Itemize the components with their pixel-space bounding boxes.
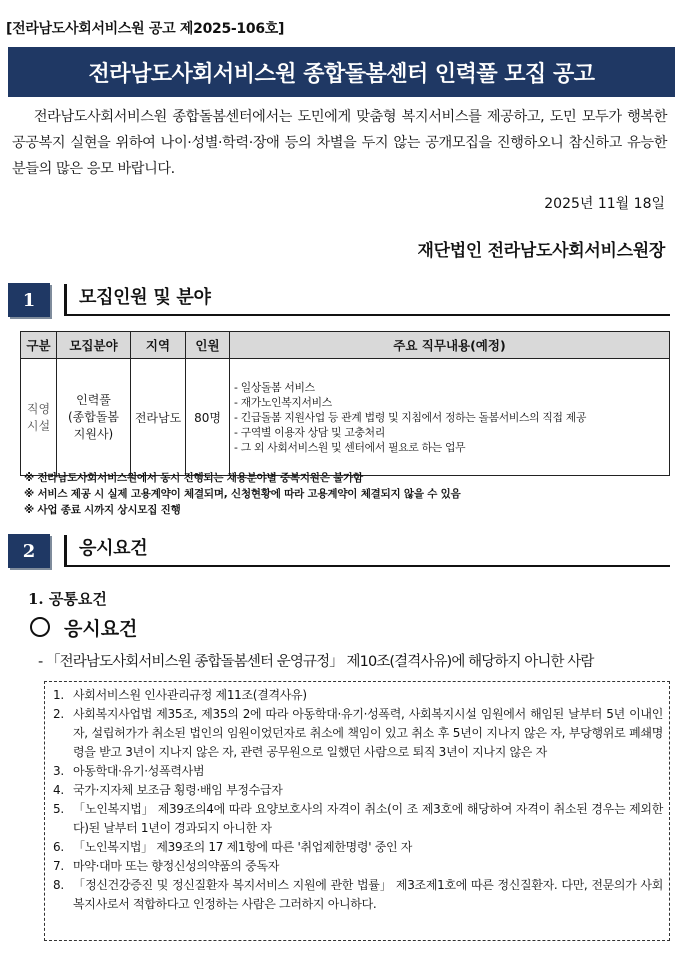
section-1-title: 모집인원 및 분야 (64, 284, 670, 316)
note-item: ※ 서비스 제공 시 실제 고용계약이 체결되며, 신청현황에 따라 고용계약이 체결되지 않을 수 있음 (24, 488, 461, 500)
title-text: 전라남도사회서비스원 종합돌봄센터 인력풀 모집 공고 (88, 61, 595, 87)
disqualification-statement: - 「전라남도사회서비스원 종합돌봄센터 운영규정」 제10조(결격사유)에 해당하지 아니한 사람 (38, 654, 594, 670)
header-type: 구분 (21, 332, 57, 359)
eligibility-subheading-text: 응시요건 (64, 618, 138, 640)
list-item: 3. 아동학대·유기·성폭력사범 (53, 764, 205, 778)
list-item: 1. 사회서비스원 인사관리규정 제11조(결격사유) (53, 688, 307, 702)
header-count: 인원 (186, 332, 230, 359)
cell-count: 80명 (186, 359, 230, 476)
list-item: 5. 「노인복지법」 제39조의4에 따라 요양보호사의 자격이 취소(이 조 제3호에 해당하여 자격이 취소된 경우는 제외한다)된 날부터 1년이 경과되지 아니한 자 (53, 802, 663, 835)
disqualification-list (53, 686, 663, 914)
section-1-number: 1 (8, 283, 50, 317)
common-requirements-heading: 1. 공통요건 (28, 590, 107, 608)
table-header-row (21, 332, 670, 359)
notice-number: [전라남도사회서비스원 공고 제2025-106호] (6, 21, 285, 37)
duty-item: - 그 외 사회서비스원 및 센터에서 필요로 하는 업무 (234, 440, 466, 454)
cell-region: 전라남도 (131, 359, 186, 476)
cell-type: 직영 시설 (21, 359, 57, 476)
section-2-number: 2 (8, 534, 50, 568)
list-item: 4. 국가·지자체 보조금 횡령·배임 부정수급자 (53, 783, 283, 797)
table-notes (24, 470, 461, 518)
note-item: ※ 사업 종료 시까지 상시모집 진행 (24, 504, 181, 516)
intro-text: 전라남도사회서비스원 종합돌봄센터에서는 도민에게 맞춤형 복지서비스를 제공하고, 도민 모두가 행복한 공공복지 실현을 위하여 나이·성별·학력·장애 등의 차별을 두지 않는 공개모집을 진행하오니 참신하고 유능한 분들의 많은 응모 바랍니다. (12, 109, 667, 177)
eligibility-subheading (30, 614, 137, 641)
header-field: 모집분야 (57, 332, 131, 359)
duty-item: - 긴급돌봄 지원사업 등 관계 법령 및 지침에서 정하는 돌봄서비스의 직접 제공 (234, 410, 587, 424)
duty-item: - 재가노인복지서비스 (234, 395, 332, 409)
duty-item: - 구역별 이용자 상담 및 고충처리 (234, 425, 385, 439)
circle-bullet-icon (30, 617, 50, 637)
list-item: 8. 「정신건강증진 및 정신질환자 복지서비스 지원에 관한 법률」 제3조제1호에 따른 정신질환자. 다만, 전문의가 사회복지사로서 적합하다고 인정하는 사람은 그러하지 아니하다. (53, 878, 663, 911)
note-item: ※ 전라남도사회서비스원에서 동시 진행되는 채용분야별 중복지원은 불가함 (24, 472, 363, 484)
header-duties: 주요 직무내용(예정) (230, 332, 670, 359)
document-title (8, 47, 675, 97)
cell-duties (230, 359, 670, 476)
list-item: 2. 사회복지사업법 제35조, 제35의 2에 따라 아동학대·유기·성폭력, 사회복지시설 임원에서 해임된 날부터 5년 이내인 자, 설립허가가 취소된 법인의 임원이었던자로 취소에 책임이 있고 취소 후 5년이 지나지 않은 자, 부당행위로 폐쇄명령을 받고 3년이 지나지 않은 자, 관련 공무원으로 일했던 사람으로 퇴직 3년이 지나지 않은 자 (53, 707, 663, 759)
header-region: 지역 (131, 332, 186, 359)
table-row (21, 359, 670, 476)
list-item: 7. 마약·대마 또는 향정신성의약품의 중독자 (53, 859, 280, 873)
intro-paragraph (12, 104, 667, 182)
recruitment-table (20, 331, 670, 476)
duty-item: - 일상돌봄 서비스 (234, 380, 315, 394)
disqualification-box (44, 681, 670, 941)
section-2-title: 응시요건 (64, 535, 670, 567)
announcement-date: 2025년 11월 18일 (544, 196, 665, 212)
signer: 재단법인 전라남도사회서비스원장 (417, 241, 665, 261)
cell-field: 인력풀 (종합돌봄 지원사) (57, 359, 131, 476)
list-item: 6. 「노인복지법」 제39조의 17 제1항에 따른 '취업제한명령' 중인 자 (53, 840, 413, 854)
